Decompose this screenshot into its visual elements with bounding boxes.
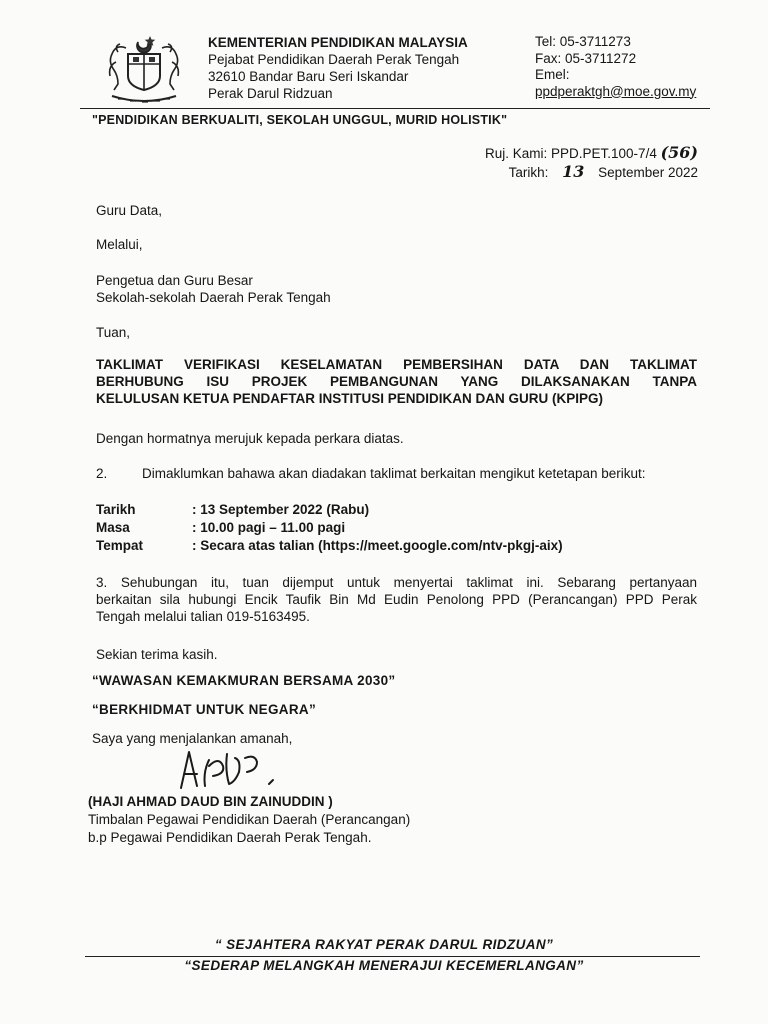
recipient-line-2: Sekolah-sekolah Daerah Perak Tengah	[96, 290, 331, 305]
slogan-berkhidmat: “BERKHIDMAT UNTUK NEGARA”	[92, 702, 316, 717]
reference-label: Ruj. Kami: PPD.PET.100-7/4	[485, 146, 657, 161]
amanah-line: Saya yang menjalankan amanah,	[92, 731, 293, 746]
paragraph-2-text: Dimaklumkan bahawa akan diadakan taklimat berkaitan mengikut ketetapan berikut:	[142, 466, 646, 481]
subject-line-1: TAKLIMAT VERIFIKASI KESELAMATAN PEMBERSIHAN DATA DAN TAKLIMAT	[96, 357, 697, 372]
detail-time-label: Masa	[96, 520, 130, 535]
signatory-on-behalf: b.p Pegawai Pendidikan Daerah Perak Tengah.	[88, 830, 372, 845]
paragraph-3-line-3: Tengah melalui talian 019-5163495.	[96, 609, 310, 624]
reference-block	[485, 144, 698, 182]
detail-venue-label: Tempat	[96, 538, 144, 553]
ministry-name: KEMENTERIAN PENDIDIKAN MALAYSIA	[208, 35, 468, 50]
footer-divider	[85, 956, 700, 957]
intro-paragraph: Dengan hormatnya merujuk kepada perkara diatas.	[96, 431, 404, 446]
letter-date	[485, 163, 698, 182]
signatory-title: Timbalan Pegawai Pendidikan Daerah (Perancangan)	[88, 812, 411, 827]
date-handwritten-day: 13	[562, 162, 585, 181]
reference-number	[485, 144, 698, 163]
handwritten-signature	[175, 746, 280, 798]
recipient-via: Melalui,	[96, 237, 143, 252]
subject-line-2: BERHUBUNG ISU PROJEK PEMBANGUNAN YANG DILAKSANAKAN TANPA	[96, 374, 697, 389]
address-line-2: Perak Darul Ridzuan	[208, 86, 333, 101]
contact-block	[535, 34, 696, 100]
office-name: Pejabat Pendidikan Daerah Perak Tengah	[208, 52, 460, 67]
detail-date-label: Tarikh	[96, 502, 136, 517]
detail-venue-value: : Secara atas talian (https://meet.google.com/ntv-pkgj-aix)	[192, 538, 563, 553]
header-divider	[80, 108, 710, 109]
email-link[interactable]: ppdperaktgh@moe.gov.my	[535, 83, 697, 99]
letter-subject	[96, 356, 697, 407]
slogan-wawasan: “WAWASAN KEMAKMURAN BERSAMA 2030”	[92, 673, 396, 688]
fax: Fax: 05-3711272	[535, 50, 637, 66]
reference-handwritten: (56)	[660, 143, 698, 162]
paragraph-2	[96, 465, 646, 482]
closing-text: Sekian terima kasih.	[96, 647, 218, 662]
subject-line-3: KELULUSAN KETUA PENDAFTAR INSTITUSI PENDIDIKAN DAN GURU (KPIPG)	[96, 391, 604, 406]
detail-time-value: : 10.00 pagi – 11.00 pagi	[192, 520, 346, 535]
detail-date	[96, 502, 369, 517]
signatory-name: (HAJI AHMAD DAUD BIN ZAINUDDIN )	[88, 794, 333, 809]
coat-of-arms-logo	[98, 32, 190, 106]
paragraph-3	[96, 574, 697, 625]
footer-slogan-2: “SEDERAP MELANGKAH MENERAJUI KECEMERLANGAN”	[184, 958, 584, 973]
telephone: Tel: 05-3711273	[535, 34, 631, 49]
date-month-year: September 2022	[598, 165, 698, 180]
paragraph-3-line-2: berkaitan sila hubungi Encik Taufik Bin Md Eudin Penolong PPD (Perancangan) PPD Perak	[96, 592, 697, 607]
agency-block	[208, 34, 468, 102]
address-line-1: 32610 Bandar Baru Seri Iskandar	[208, 69, 409, 84]
email-label: Emel:	[535, 67, 570, 82]
footer-slogan-1: “ SEJAHTERA RAKYAT PERAK DARUL RIDZUAN”	[214, 937, 554, 952]
detail-venue	[96, 538, 563, 553]
paragraph-2-number: 2.	[96, 466, 108, 481]
paragraph-3-line-1: 3. Sehubungan itu, tuan dijemput untuk menyertai taklimat ini. Sebarang pertanyaan	[96, 575, 697, 590]
salutation: Tuan,	[96, 325, 131, 340]
recipient-to: Guru Data,	[96, 203, 163, 218]
date-label: Tarikh:	[508, 165, 549, 180]
detail-date-value: : 13 September 2022 (Rabu)	[192, 502, 370, 517]
recipient-line-1: Pengetua dan Guru Besar	[96, 273, 253, 288]
detail-time	[96, 520, 345, 535]
education-motto: "PENDIDIKAN BERKUALITI, SEKOLAH UNGGUL, MURID HOLISTIK"	[92, 113, 508, 127]
